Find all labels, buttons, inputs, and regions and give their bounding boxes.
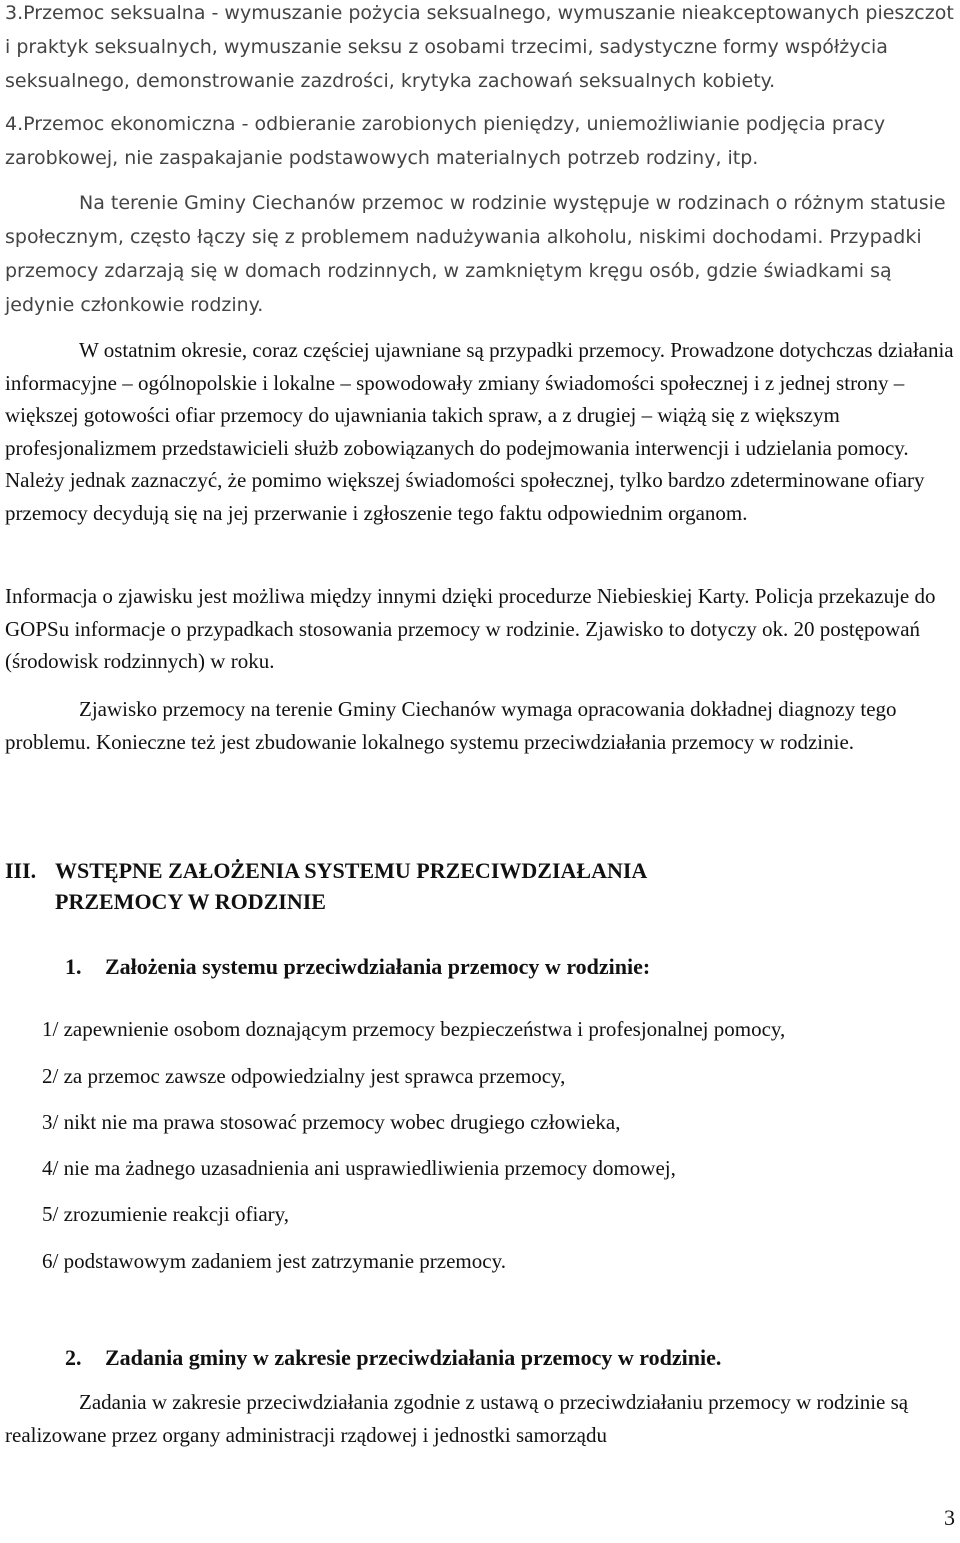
list-item: 6/ podstawowym zadaniem jest zatrzymanie przemocy. xyxy=(42,1249,506,1273)
list-item: 4/ nie ma żadnego uzasadnienia ani usprawiedliwienia przemocy domowej, xyxy=(42,1156,676,1180)
paragraph-blue-card: Informacja o zjawisku jest możliwa między innymi dzięki procedurze Niebieskiej Karty. Policja przekazuje do GOPSu informacje o przypadkach stosowania przemocy w rodzinie. Zjawisko to dotyczy ok. 20 postępowań (środowisk rodzinnych) w roku. xyxy=(5,584,936,673)
section-title-line1: WSTĘPNE ZAŁOŻENIA SYSTEMU PRZECIWDZIAŁANIA xyxy=(55,858,648,883)
subsection-2-number: 2. xyxy=(65,1345,82,1370)
subsection-2-heading xyxy=(65,1341,721,1375)
paragraph-sexual-violence: 3.Przemoc seksualna - wymuszanie pożycia seksualnego, wymuszanie nieakceptowanych pieszczot i praktyk seksualnych, wymuszanie seksu z osobami trzecimi, sadystyczne formy współżycia seksualnego, demonstrowanie zazdrości, krytyka zachowań seksualnych kobiety. xyxy=(5,2,954,92)
list-item: 3/ nikt nie ma prawa stosować przemocy wobec drugiego człowieka, xyxy=(42,1110,621,1134)
paragraph-economic-violence: 4.Przemoc ekonomiczna - odbieranie zarobionych pieniędzy, uniemożliwianie podjęcia pracy zarobkowej, nie zaspakajanie podstawowych materialnych potrzeb rodziny, itp. xyxy=(5,113,886,169)
paragraph-gmina-violence: Na terenie Gminy Ciechanów przemoc w rodzinie występuje w rodzinach o różnym statusie społecznym, często łączy się z problemem nadużywania alkoholu, niskimi dochodami. Przypadki przemocy zdarzają się w domach rodzinnych, w zamkniętym kręgu osób, gdzie świadkami są jedynie członkowie rodziny. xyxy=(5,192,946,316)
subsection-1-number: 1. xyxy=(65,954,82,979)
subsection-1-title: Założenia systemu przeciwdziałania przemocy w rodzinie: xyxy=(105,954,651,979)
list-item: 5/ zrozumienie reakcji ofiary, xyxy=(42,1202,290,1226)
section-number: III. xyxy=(5,858,37,883)
paragraph-diagnosis: Zjawisko przemocy na terenie Gminy Ciechanów wymaga opracowania dokładnej diagnozy tego problemu. Konieczne też jest zbudowanie lokalnego systemu przeciwdziałania przemocy w rodzinie. xyxy=(5,697,897,754)
paragraph-recent-period: W ostatnim okresie, coraz częściej ujawniane są przypadki przemocy. Prowadzone dotychczas działania informacyjne – ogólnopolskie i lokalne – spowodowały zmiany świadomości społecznej i z jednej strony – większej gotowości ofiar przemocy do ujawniania takich spraw, a z drugiej – wiążą się z większym profesjonalizmem przedstawicieli służb zobowiązanych do podejmowania interwencji i udzielania pomocy. Należy jednak zaznaczyć, że pomimo większej świadomości społecznej, tylko bardzo zdeterminowane ofiary przemocy decydują się na jej przerwanie i zgłoszenie tego faktu odpowiednim organom. xyxy=(5,338,954,525)
subsection-1-heading xyxy=(65,950,650,984)
subsection-2-title: Zadania gminy w zakresie przeciwdziałania przemocy w rodzinie. xyxy=(105,1345,722,1370)
list-item: 1/ zapewnienie osobom doznającym przemocy bezpieczeństwa i profesjonalnej pomocy, xyxy=(42,1017,786,1041)
section-title-line2: PRZEMOCY W RODZINIE xyxy=(55,889,326,914)
page-number: 3 xyxy=(944,1505,955,1530)
paragraph-gmina-tasks: Zadania w zakresie przeciwdziałania zgodnie z ustawą o przeciwdziałaniu przemocy w rodzinie są realizowane przez organy administracji rządowej i jednostki samorządu xyxy=(5,1390,909,1447)
list-item: 2/ za przemoc zawsze odpowiedzialny jest sprawca przemocy, xyxy=(42,1064,566,1088)
